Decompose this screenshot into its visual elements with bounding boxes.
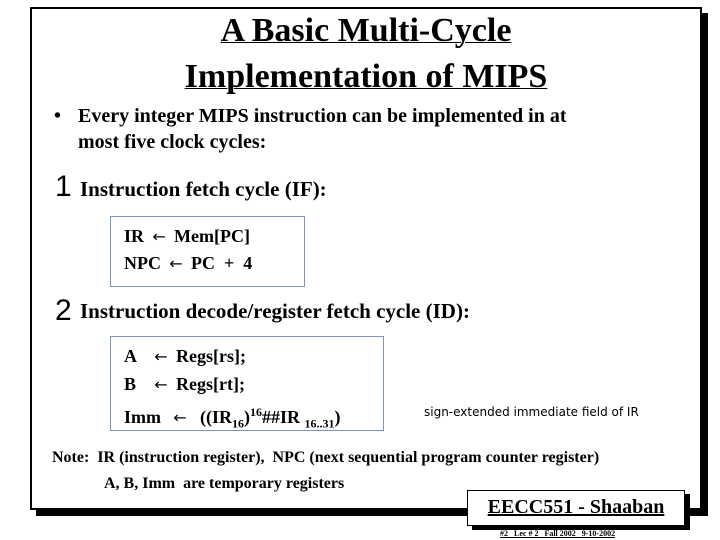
course-label: EECC551 - Shaaban xyxy=(467,490,685,526)
note-line1: Note: IR (instruction register), NPC (next sequential program counter register) xyxy=(52,449,600,466)
id-code-line2 xyxy=(124,373,245,396)
bullet-text-line1: Every integer MIPS instruction can be implemented in at xyxy=(78,105,567,127)
code-src-a: ((IR xyxy=(200,407,232,427)
code-dest: B xyxy=(124,374,137,394)
slide-title-line1: A Basic Multi-Cycle xyxy=(220,12,512,49)
code-sup: 16 xyxy=(250,405,262,419)
step-heading-id: Instruction decode/register fetch cycle (ID): xyxy=(80,299,470,323)
id-code-line1 xyxy=(124,345,246,368)
code-sub-2: 16..31 xyxy=(304,416,335,431)
left-arrow-icon: ← xyxy=(169,254,183,273)
code-dest: IR xyxy=(124,226,145,246)
bullet-text xyxy=(78,103,688,155)
left-arrow-icon: ← xyxy=(152,227,166,246)
code-src: Regs[rs]; xyxy=(176,346,246,366)
bullet-dot-icon: • xyxy=(54,105,62,127)
if-code-line1 xyxy=(124,225,250,248)
step-heading-if: Instruction fetch cycle (IF): xyxy=(80,177,327,201)
left-arrow-icon: ← xyxy=(154,375,168,394)
code-src: Mem[PC] xyxy=(174,226,250,246)
slide-title-line2: Implementation of MIPS xyxy=(184,58,548,95)
code-src: PC + 4 xyxy=(191,253,253,273)
step-number-1: 1 xyxy=(55,170,72,203)
if-code-line2 xyxy=(124,252,252,275)
left-arrow-icon: ← xyxy=(154,347,168,366)
code-dest: NPC xyxy=(124,253,161,273)
code-src-d: ) xyxy=(334,407,341,427)
code-sub-1: 16 xyxy=(232,416,244,431)
note-line2: A, B, Imm are temporary registers xyxy=(104,475,345,492)
slide-footer: #2 Lec # 2 Fall 2002 9-10-2002 xyxy=(500,529,616,538)
code-dest: A xyxy=(124,346,137,366)
code-src: Regs[rt]; xyxy=(176,374,245,394)
bullet-text-line2: most five clock cycles: xyxy=(78,131,267,153)
left-arrow-icon: ← xyxy=(173,408,187,427)
sign-extend-note: sign-extended immediate field of IR xyxy=(424,405,639,419)
code-src-b: ) xyxy=(244,407,250,427)
code-dest: Imm xyxy=(124,407,161,427)
id-code-line3 xyxy=(124,401,341,435)
step-number-2: 2 xyxy=(55,294,72,327)
code-src-c: ##IR xyxy=(262,407,305,427)
